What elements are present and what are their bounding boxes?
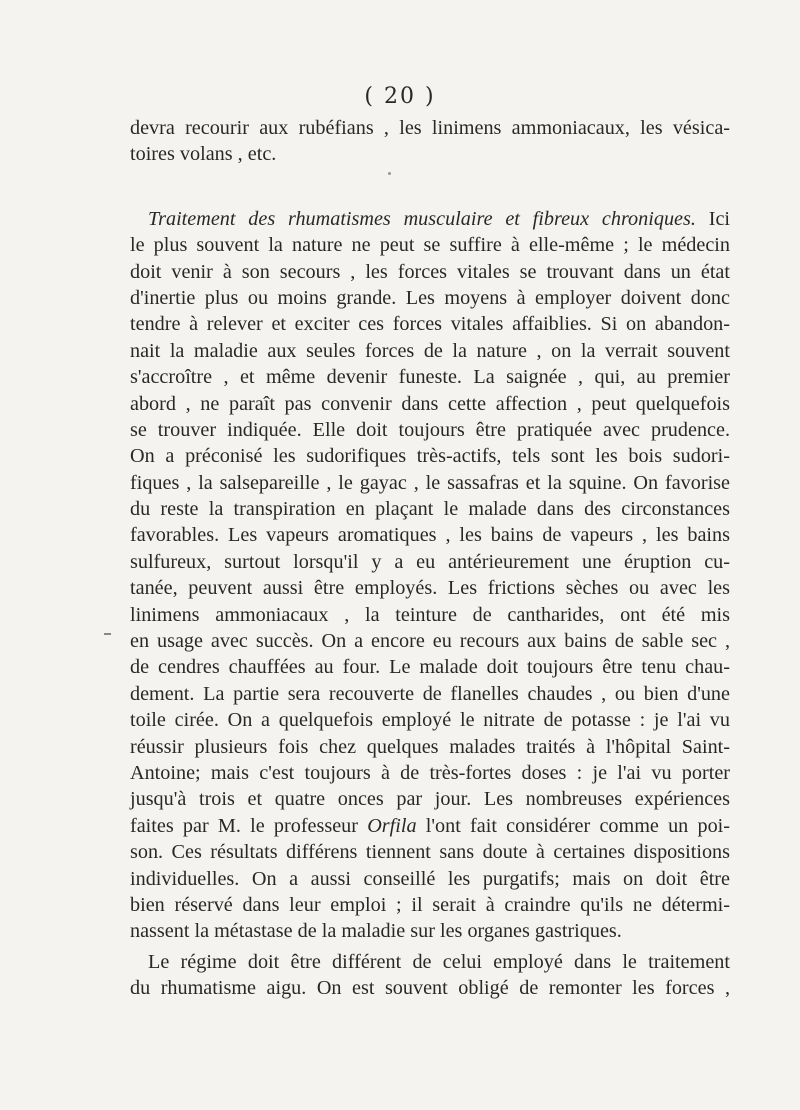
text-line: nait la maladie aux seules forces de la nature , on la verrait souvent: [130, 339, 730, 362]
text-line: sulfureux, surtout lorsqu'il y a eu antérieurement une éruption cu-: [130, 550, 730, 573]
text-line: toires volans , etc.: [130, 143, 277, 166]
text-line: Antoine; mais c'est toujours à de très-fortes doses : je l'ai vu porter: [130, 761, 730, 784]
text-line: du rhumatisme aigu. On est souvent obligé de remonter les forces ,: [130, 977, 730, 1000]
body-text: [130, 115, 730, 1002]
text-fragment: faites par M. le professeur: [130, 814, 358, 837]
text-line: doit venir à son secours , les forces vitales se trouvant dans un état: [130, 260, 730, 283]
text-line: du reste la transpiration en plaçant le malade dans des circonstances: [130, 498, 730, 521]
text-line: abord , ne paraît pas convenir dans cette affection , peut quelquefois: [130, 392, 730, 415]
text-line: favorables. Les vapeurs aromatiques , les bains de vapeurs , les bains: [130, 524, 730, 547]
text-line: tendre à relever et exciter ces forces vitales affaiblies. Si on abandon-: [130, 313, 730, 336]
text-line-with-name: [130, 813, 730, 839]
text-line: en usage avec succès. On a encore eu recours aux bains de sable sec ,: [130, 630, 730, 653]
text-line: Le régime doit être différent de celui employé dans le traitement: [148, 950, 730, 973]
section-heading-line: [130, 206, 730, 232]
page-number: ( 20 ): [364, 84, 436, 109]
text-line: tanée, peuvent aussi être employés. Les frictions sèches ou avec les: [130, 577, 730, 600]
text-line: jusqu'à trois et quatre onces par jour. Les nombreuses expériences: [130, 788, 730, 811]
text-line: toile cirée. On a quelquefois employé le nitrate de potasse : je l'ai vu: [130, 709, 730, 732]
text-line: réussir plusieurs fois chez quelques malades traités à l'hôpital Saint-: [130, 735, 730, 758]
text-line: linimens ammoniacaux , la teinture de cantharides, ont été mis: [130, 603, 730, 626]
text-line: se trouver indiquée. Elle doit toujours être pratiquée avec prudence.: [130, 418, 730, 441]
text-line: dement. La partie sera recouverte de flanelles chaudes , ou bien d'une: [130, 682, 730, 705]
text-line: le plus souvent la nature ne peut se suffire à elle-même ; le médecin: [130, 234, 730, 257]
text-line: devra recourir aux rubéfians , les linimens ammoniacaux, les vésica-: [130, 117, 730, 139]
text-line: son. Ces résultats différens tiennent sans doute à certaines dispositions: [130, 841, 730, 864]
text-fragment: l'ont fait considérer comme un poi-: [425, 814, 731, 837]
text-line: fiques , la salsepareille , le gayac , le sassafras et la squine. On favorise: [130, 471, 730, 494]
text-line: s'accroître , et même devenir funeste. La saignée , qui, au premier: [130, 366, 730, 389]
text-line: nassent la métastase de la maladie sur les organes gastriques.: [130, 920, 622, 943]
text-line: bien réservé dans leur emploi ; il serait à craindre qu'ils ne détermi-: [130, 893, 730, 916]
margin-mark-left: [104, 633, 111, 635]
text-fragment: Ici: [708, 207, 731, 230]
text-line: On a préconisé les sudorifiques très-actifs, tels sont les bois sudori-: [130, 445, 730, 468]
text-line: individuelles. On a aussi conseillé les purgatifs; mais on doit être: [130, 867, 730, 890]
text-line: d'inertie plus ou moins grande. Les moyens à employer doivent donc: [130, 286, 730, 309]
author-name: Orfila: [367, 814, 417, 837]
section-heading: Traitement des rhumatismes musculaire et fibreux chroniques.: [148, 207, 696, 230]
text-line: de cendres chauffées au four. Le malade doit toujours être tenu chau-: [130, 656, 730, 679]
